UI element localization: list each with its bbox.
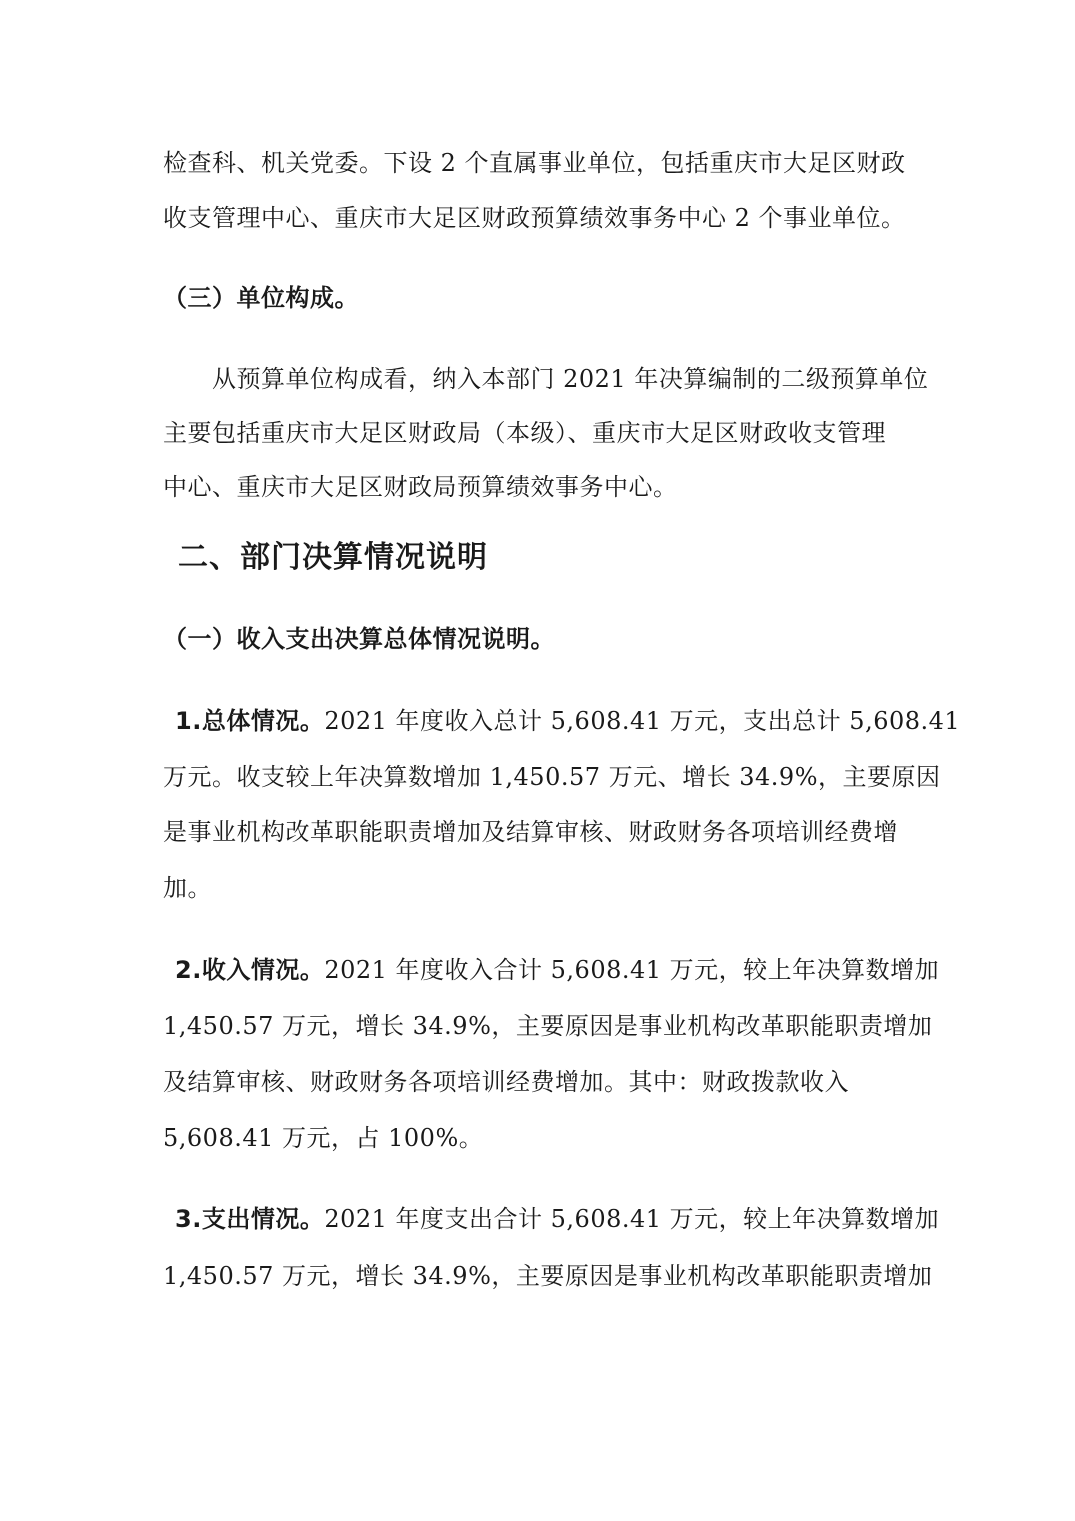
item-lead-expense: 3.支出情况。 [175,1205,325,1233]
item-text: 2021 年度支出合计 5,608.41 万元，较上年决算数增加 [324,1205,940,1233]
paragraph-line: 1,450.57 万元，增长 34.9%，主要原因是事业机构改革职能职责增加 [163,1012,933,1040]
paragraph-line: 加。 [163,874,212,902]
paragraph-line: 是事业机构改革职能职责增加及结算审核、财政财务各项培训经费增 [163,818,898,846]
paragraph-line: 主要包括重庆市大足区财政局（本级）、重庆市大足区财政收支管理 [163,419,886,447]
section-heading-overall: （一）收入支出决算总体情况说明。 [163,624,555,653]
paragraph-line [175,955,939,985]
paragraph-line [175,1204,939,1234]
paragraph-line [175,706,960,736]
paragraph-line: 检查科、机关党委。下设 2 个直属事业单位，包括重庆市大足区财政 [163,149,906,177]
paragraph-line: 从预算单位构成看，纳入本部门 2021 年决算编制的二级预算单位 [212,365,929,393]
paragraph-line: 收支管理中心、重庆市大足区财政预算绩效事务中心 2 个事业单位。 [163,204,906,232]
paragraph-line: 5,608.41 万元，占 100%。 [163,1124,484,1152]
paragraph-line: 万元。收支较上年决算数增加 1,450.57 万元、增长 34.9%，主要原因 [163,763,941,791]
paragraph-line: 中心、重庆市大足区财政局预算绩效事务中心。 [163,473,678,501]
chapter-heading: 二、部门决算情况说明 [178,540,488,575]
item-lead-income: 2.收入情况。 [175,956,325,984]
section-heading-unit-composition: （三）单位构成。 [163,283,359,312]
item-lead-overall: 1.总体情况。 [175,707,325,735]
paragraph-line: 1,450.57 万元，增长 34.9%，主要原因是事业机构改革职能职责增加 [163,1262,933,1290]
paragraph-line: 及结算审核、财政财务各项培训经费增加。其中：财政拨款收入 [163,1068,849,1096]
item-text: 2021 年度收入总计 5,608.41 万元，支出总计 5,608.41 [324,707,961,735]
item-text: 2021 年度收入合计 5,608.41 万元，较上年决算数增加 [324,956,940,984]
